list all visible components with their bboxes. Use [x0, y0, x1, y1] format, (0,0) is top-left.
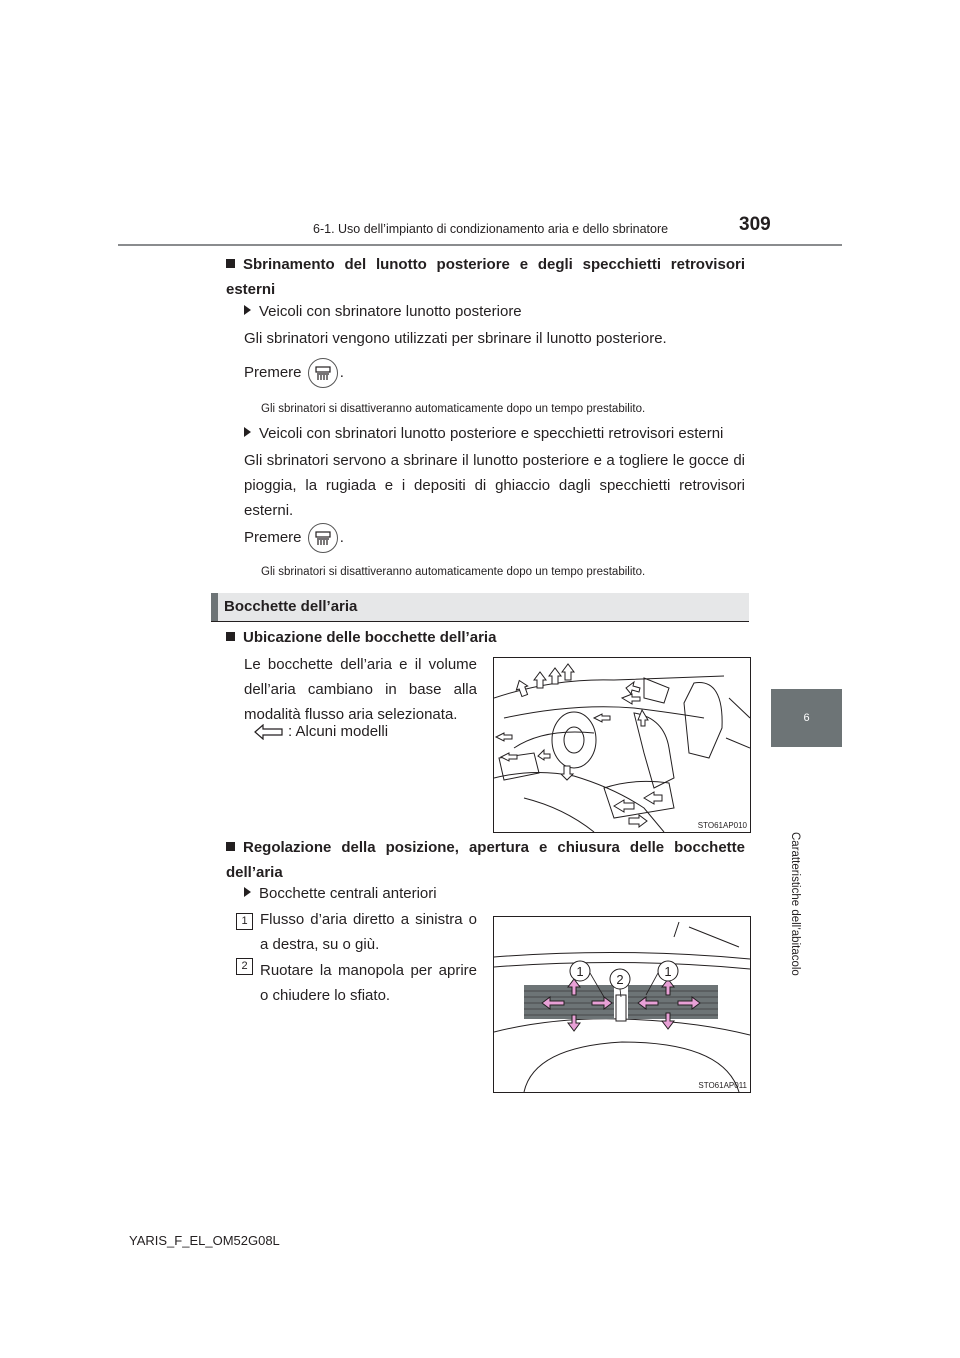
press-end: . — [339, 528, 344, 546]
header-section-title: 6-1. Uso dell’impianto di condizionamento aria e dello sbrinatore — [313, 222, 669, 236]
callout-1-right: 1 — [664, 964, 672, 979]
triangle-bullet-icon — [244, 427, 251, 437]
item2-text: Ruotare la manopola per aprire o chiudere lo sfiato. — [260, 962, 477, 1004]
press-end: . — [339, 363, 344, 381]
variant1-label — [244, 299, 522, 324]
defrost-heading-text: Sbrinamento del lunotto posteriore e degli specchietti retrovisori esterni — [226, 256, 745, 298]
figure-code: STO61AP010 — [697, 821, 747, 830]
section-title-bar — [211, 593, 749, 622]
variant2-label — [244, 421, 723, 446]
chapter-title: Caratteristiche dell’abitacolo — [789, 832, 801, 976]
car-interior-illustration — [494, 658, 750, 832]
callout-2: 2 — [616, 972, 624, 987]
variant2-press — [244, 523, 344, 553]
legend-text: : Alcuni modelli — [288, 723, 389, 740]
header-divider — [118, 244, 842, 246]
item2-number — [236, 956, 253, 975]
adjust-heading-text: Regolazione della posizione, apertura e chiusura delle bocchette dell’aria — [226, 839, 745, 881]
item2-number-box: 2 — [236, 958, 253, 975]
adjust-sub-text: Bocchette centrali anteriori — [259, 885, 437, 902]
item1-text: Flusso d’aria diretto a sinistra o a destra, su o giù. — [260, 911, 477, 953]
figure-code: STO61AP011 — [698, 1081, 747, 1090]
item1-number — [236, 911, 253, 930]
chapter-title-wrapper — [783, 832, 803, 990]
location-text: Le bocchette dell’aria e il volume dell’aria cambiano in base alla modalità flusso aria selezionata. — [244, 656, 477, 723]
variant2-label-text: Veicoli con sbrinatori lunotto posteriore e specchietti retrovisori esterni — [259, 425, 724, 442]
legend-arrow-icon — [254, 724, 284, 745]
chapter-tab[interactable]: 6 — [771, 689, 842, 747]
triangle-bullet-icon — [244, 305, 251, 315]
location-heading-text: Ubicazione delle bocchette dell’aria — [243, 629, 497, 646]
section-title: Bocchette dell’aria — [224, 598, 358, 615]
vent-location-figure — [493, 657, 751, 833]
square-bullet-icon — [226, 842, 235, 851]
page-number: 309 — [739, 214, 771, 235]
adjust-sub — [244, 881, 437, 906]
document-code: YARIS_F_EL_OM52G08L — [129, 1233, 280, 1248]
center-vents-illustration — [494, 917, 750, 1092]
press-label: Premere — [244, 363, 302, 381]
center-vents-figure — [493, 916, 751, 1093]
variant2-text: Gli sbrinatori servono a sbrinare il lunotto posteriore e a togliere le gocce di pioggia, la rugiada e i depositi di ghiaccio dagli specchietti retrovisori esterni. — [244, 452, 745, 519]
variant1-press — [244, 358, 344, 388]
press-label: Premere — [244, 528, 302, 546]
rear-defroster-icon[interactable] — [308, 358, 338, 388]
location-heading — [226, 625, 496, 650]
variant1-text: Gli sbrinatori vengono utilizzati per sbrinare il lunotto posteriore. — [244, 330, 667, 347]
callout-1-left: 1 — [576, 964, 584, 979]
adjust-heading — [226, 835, 745, 885]
square-bullet-icon — [226, 632, 235, 641]
rear-defroster-icon[interactable] — [308, 523, 338, 553]
variant2-note: Gli sbrinatori si disattiveranno automaticamente dopo un tempo prestabilito. — [261, 566, 646, 578]
variant1-label-text: Veicoli con sbrinatore lunotto posteriore — [259, 303, 522, 320]
section-accent — [211, 593, 218, 621]
item1-number-box: 1 — [236, 913, 253, 930]
variant1-note: Gli sbrinatori si disattiveranno automaticamente dopo un tempo prestabilito. — [261, 403, 646, 415]
defrost-heading — [226, 252, 745, 302]
triangle-bullet-icon — [244, 887, 251, 897]
square-bullet-icon — [226, 259, 235, 268]
